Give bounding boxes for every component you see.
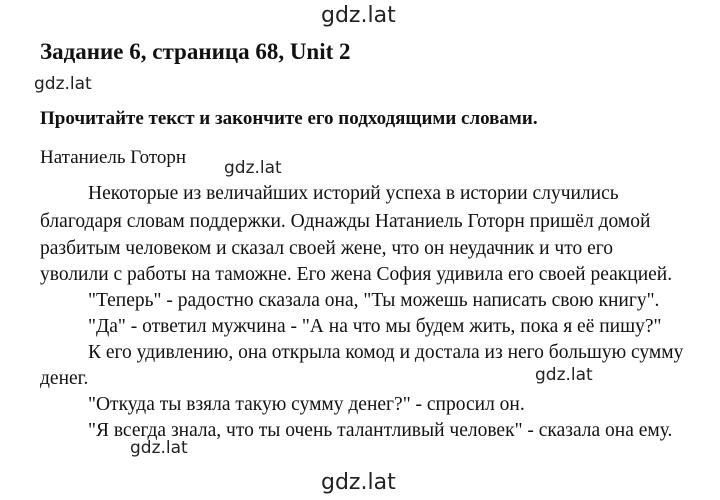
- instruction: Прочитайте текст и закончите его подходящими словами.: [40, 108, 538, 129]
- text-line: благодаря словам поддержки. Однажды Натаниель Готорн пришёл домой: [40, 211, 651, 232]
- text-line: "Я всегда знала, что ты очень талантливый человек" - сказала она ему.: [88, 420, 673, 441]
- watermark-top: gdz.lat: [321, 3, 396, 28]
- text-line: К его удивлению, она открыла комод и достала из него большую сумму: [88, 342, 684, 363]
- watermark-right: gdz.lat: [535, 365, 593, 385]
- text-line: денег.: [40, 368, 89, 389]
- text-line: "Да" - ответил мужчина - "А на что мы будем жить, пока я её пишу?": [88, 316, 662, 337]
- watermark-bottom-left: gdz.lat: [130, 438, 188, 458]
- watermark-bottom: gdz.lat: [321, 470, 396, 495]
- text-line: "Теперь" - радостно сказала она, "Ты можешь написать свою книгу".: [88, 290, 660, 311]
- text-line: уволили с работы на таможне. Его жена София удивила его своей реакцией.: [40, 264, 673, 285]
- watermark-author: gdz.lat: [224, 158, 282, 178]
- author-name: Натаниель Готорн: [40, 147, 187, 168]
- text-line: "Откуда ты взяла такую сумму денег?" - спросил он.: [88, 394, 525, 415]
- page-title: Задание 6, страница 68, Unit 2: [40, 39, 351, 64]
- text-line: разбитым человеком и сказал своей жене, что он неудачник и что его: [40, 238, 614, 259]
- watermark-left: gdz.lat: [34, 74, 92, 94]
- text-line: Некоторые из величайших историй успеха в истории случились: [88, 183, 619, 204]
